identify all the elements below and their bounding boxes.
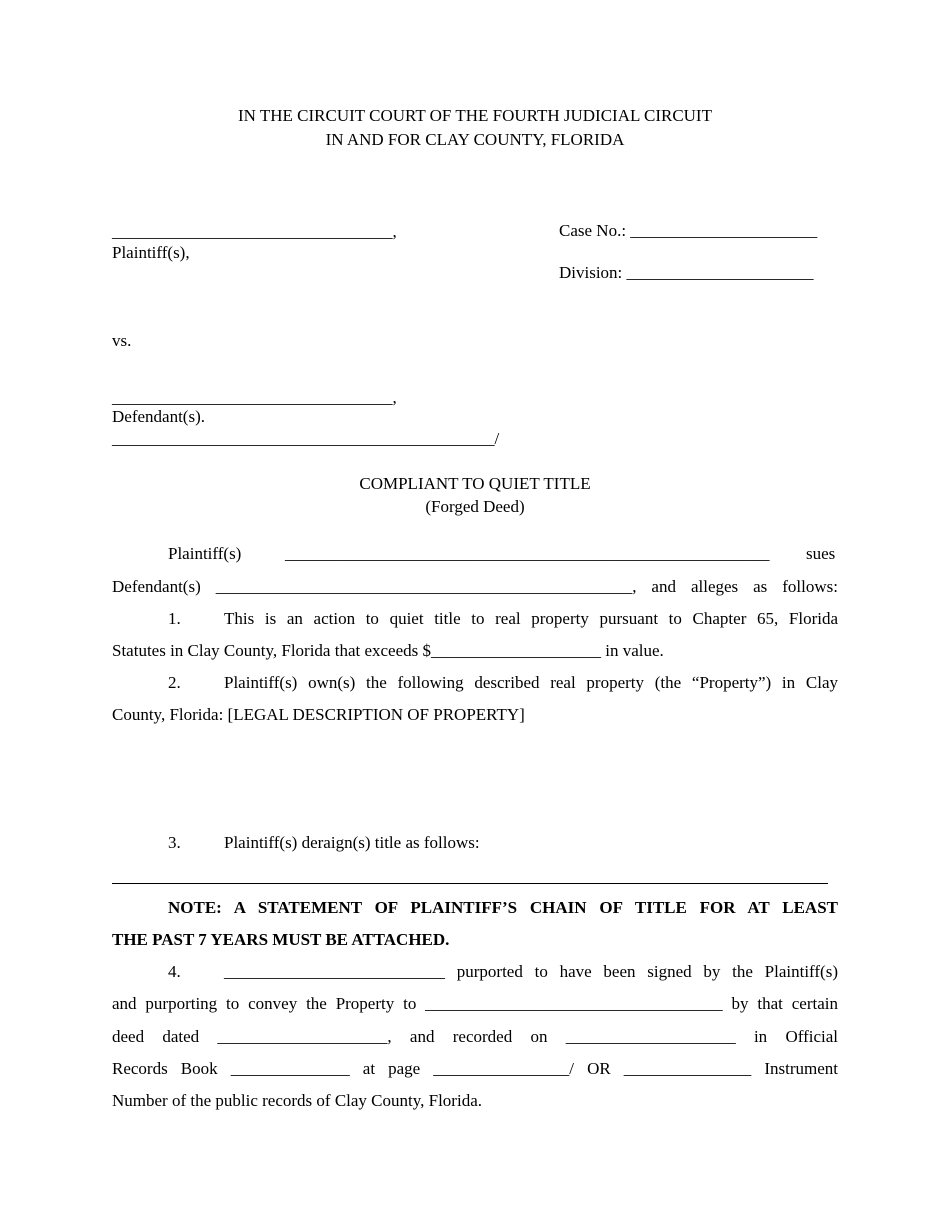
plaintiff-name-blank[interactable]: _________________________________, bbox=[112, 222, 397, 241]
defendant-label: Defendant(s). bbox=[112, 407, 205, 426]
caption-closing-line: _____________________________________________/ bbox=[112, 429, 500, 448]
para4-number: 4. bbox=[168, 962, 181, 981]
intro-plaintiffs-label: Plaintiff(s) bbox=[168, 544, 242, 563]
intro-plaintiffs-blank[interactable]: _________________________________________________________ bbox=[285, 544, 770, 563]
para4-line2: and purporting to convey the Property to ___________________________________ by that certain bbox=[112, 994, 838, 1013]
versus-label: vs. bbox=[112, 331, 132, 350]
para1-line2: Statutes in Clay County, Florida that exceeds $____________________ in value. bbox=[112, 641, 664, 660]
para3-number: 3. bbox=[168, 833, 181, 852]
para4-line3: deed dated ____________________, and recorded on ____________________ in Official bbox=[112, 1027, 838, 1046]
para4-line4: Records Book ______________ at page ________________/ OR _______________ Instrument bbox=[112, 1059, 838, 1078]
para1-line1: This is an action to quiet title to real property pursuant to Chapter 65, Florida bbox=[224, 609, 838, 628]
para2-line1: Plaintiff(s) own(s) the following described real property (the “Property”) in Clay bbox=[224, 673, 838, 692]
division-field[interactable]: Division: ______________________ bbox=[559, 263, 814, 282]
plaintiff-label: Plaintiff(s), bbox=[112, 243, 190, 262]
court-heading-line2: IN AND FOR CLAY COUNTY, FLORIDA bbox=[325, 130, 625, 149]
para1-number: 1. bbox=[168, 609, 181, 628]
defendant-name-blank[interactable]: _________________________________, bbox=[112, 388, 397, 407]
document-subtitle: (Forged Deed) bbox=[425, 497, 525, 516]
intro-defendants-line: Defendant(s) _________________________________________________, and alleges as follows: bbox=[112, 577, 838, 596]
note-line2: THE PAST 7 YEARS MUST BE ATTACHED. bbox=[112, 930, 450, 949]
document-title: COMPLIANT TO QUIET TITLE bbox=[359, 474, 591, 493]
para2-number: 2. bbox=[168, 673, 181, 692]
intro-sues: sues bbox=[806, 544, 836, 563]
case-number-field[interactable]: Case No.: ______________________ bbox=[559, 221, 818, 240]
para3-text: Plaintiff(s) deraign(s) title as follows: bbox=[224, 833, 480, 852]
para4-line5: Number of the public records of Clay County, Florida. bbox=[112, 1091, 482, 1110]
para2-line2: County, Florida: [LEGAL DESCRIPTION OF PROPERTY] bbox=[112, 705, 525, 724]
court-heading-line1: IN THE CIRCUIT COURT OF THE FOURTH JUDICIAL CIRCUIT bbox=[238, 106, 712, 125]
deraign-title-line[interactable] bbox=[112, 883, 828, 884]
para4-line1: __________________________ purported to have been signed by the Plaintiff(s) bbox=[224, 962, 838, 981]
note-line1: NOTE: A STATEMENT OF PLAINTIFF’S CHAIN OF TITLE FOR AT LEAST bbox=[168, 898, 838, 917]
